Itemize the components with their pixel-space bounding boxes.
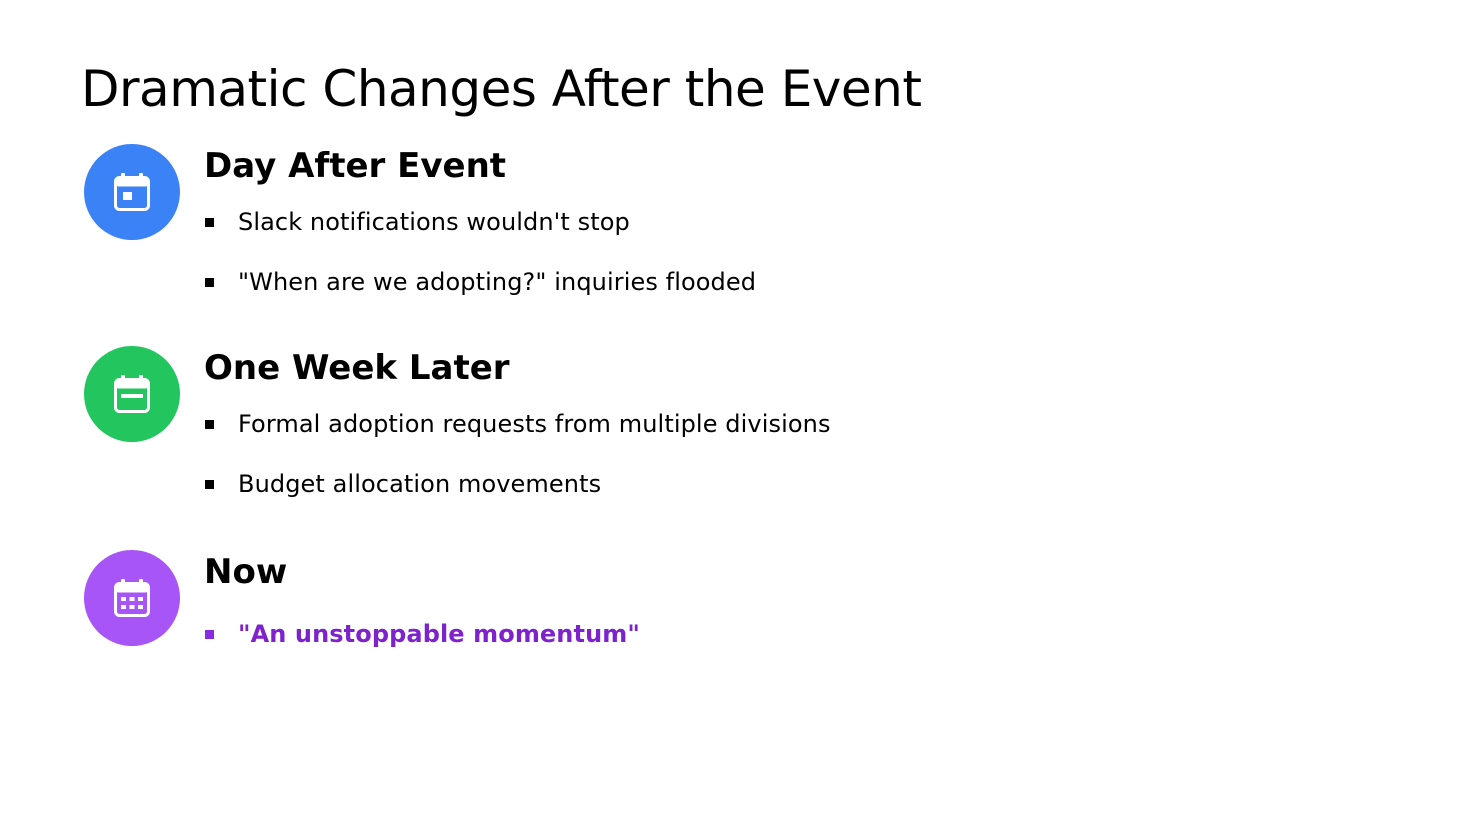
list-item	[204, 618, 640, 678]
bullet-square-icon	[205, 480, 214, 489]
bullet-text: "When are we adopting?" inquiries flooded	[238, 268, 757, 296]
bullet-square-icon	[205, 630, 214, 639]
bullet-text: Budget allocation movements	[238, 470, 602, 498]
list-item	[204, 206, 756, 266]
bullet-text-highlight: "An unstoppable momentum"	[238, 620, 640, 648]
bullet-square-icon	[205, 218, 214, 227]
bullet-square-icon	[205, 420, 214, 429]
bullet-square-icon	[205, 278, 214, 287]
calendar-week-icon-badge	[84, 346, 180, 442]
bullet-list	[204, 206, 756, 326]
list-item	[204, 408, 831, 468]
calendar-day-icon-badge	[84, 144, 180, 240]
list-item	[204, 468, 831, 528]
calendar-day-icon	[114, 173, 150, 211]
calendar-week-icon	[114, 375, 150, 413]
slide-title: Dramatic Changes After the Event	[81, 60, 922, 118]
bullet-list	[204, 618, 640, 678]
calendar-days-icon	[114, 579, 150, 617]
section-heading: One Week Later	[204, 348, 510, 388]
list-item	[204, 266, 756, 326]
section-heading: Now	[204, 552, 288, 592]
calendar-days-icon-badge	[84, 550, 180, 646]
bullet-text: Slack notifications wouldn't stop	[238, 208, 630, 236]
section-heading: Day After Event	[204, 146, 507, 186]
bullet-text: Formal adoption requests from multiple divisions	[238, 410, 831, 438]
bullet-list	[204, 408, 831, 528]
